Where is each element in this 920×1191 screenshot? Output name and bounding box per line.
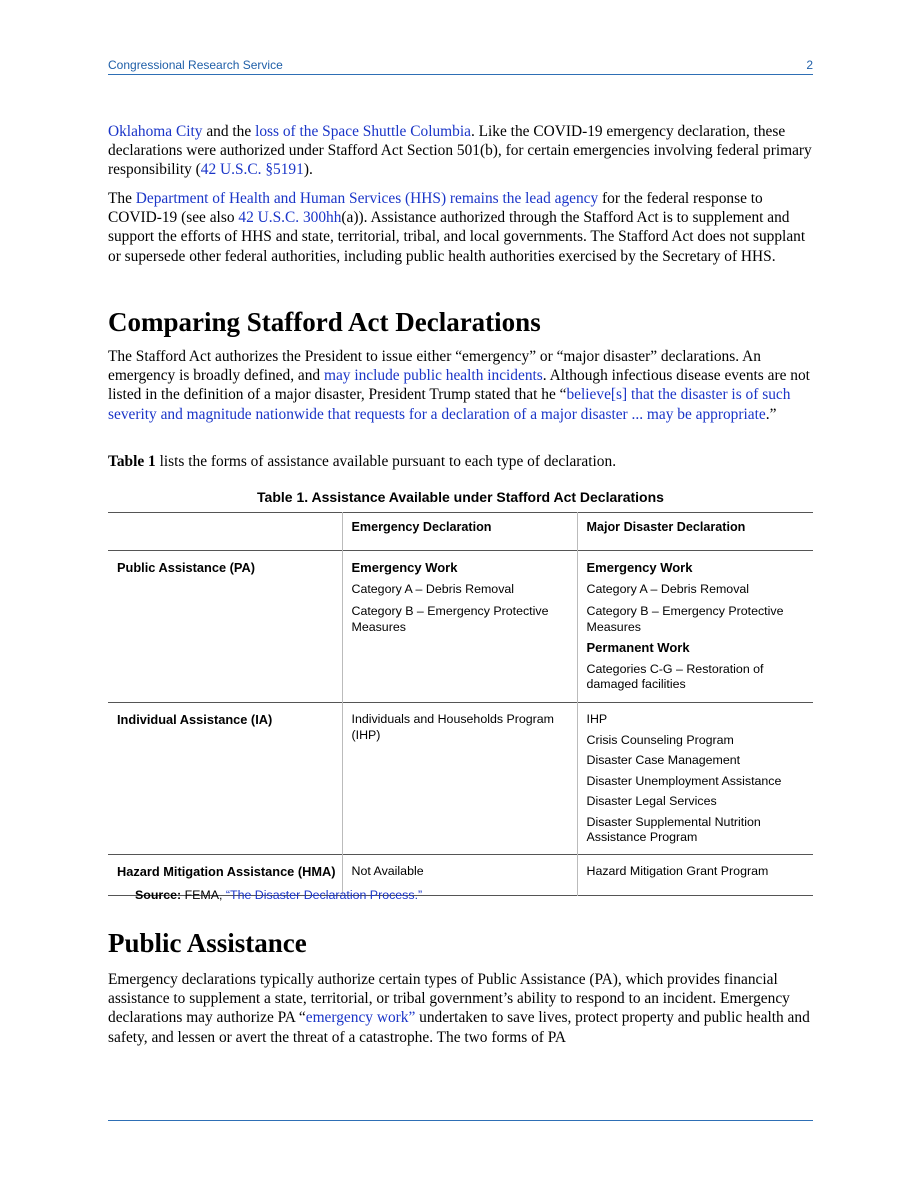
- text: ).: [303, 161, 313, 179]
- paragraph-3: [108, 347, 813, 424]
- cell-major: [577, 854, 813, 895]
- cell-item: IHP: [586, 712, 608, 726]
- cell-item: Individuals and Households Program (IHP): [351, 712, 554, 742]
- table-header-row: [108, 513, 813, 551]
- table-reference: Table 1: [108, 453, 156, 470]
- header-publisher: Congressional Research Service: [108, 58, 283, 72]
- table-header-emergency: Emergency Declaration: [342, 513, 577, 551]
- table-source: [135, 888, 422, 902]
- source-text: FEMA,: [181, 888, 226, 902]
- paragraph-2: [108, 189, 813, 266]
- cell-subheading: Permanent Work: [586, 640, 690, 655]
- text: The Stafford Act authorizes the President to issue either “emergency” or “major disaster” declarations. An emergency is broadly defined, and: [108, 348, 761, 385]
- link-public-health-incidents[interactable]: may include public health incidents: [323, 367, 543, 385]
- text: The: [108, 190, 136, 207]
- link-emergency-work[interactable]: emergency work”: [305, 1009, 416, 1027]
- link-columbia[interactable]: loss of the Space Shuttle Columbia: [255, 123, 471, 140]
- cell-major: [577, 703, 813, 855]
- cell-major: [577, 551, 813, 703]
- cell-emergency: [342, 551, 577, 703]
- footer-rule: [108, 1120, 813, 1121]
- cell-subheading: Emergency Work: [586, 560, 693, 575]
- cell-item: Disaster Case Management: [586, 753, 741, 767]
- cell-item: Crisis Counseling Program: [586, 732, 734, 747]
- table-caption: Table 1. Assistance Available under Stafford Act Declarations: [257, 489, 664, 505]
- cell-item: Category B – Emergency Protective Measures: [351, 604, 549, 634]
- cell-item: Category A – Debris Removal: [351, 581, 515, 596]
- section-heading-public-assistance: Public Assistance: [108, 928, 307, 958]
- text: for the federal response to COVID-19 (see also: [108, 190, 763, 227]
- link-42usc-300hh[interactable]: 42 U.S.C. 300hh: [238, 209, 342, 227]
- text: Emergency declarations typically authorize certain types of Public Assistance (PA), which provides financial assistance to supplement a state, territorial, or tribal government’s ability to respond to an incident. Emergency declarations may authorize PA “: [108, 971, 790, 1027]
- text: . Although infectious disease events are not listed in the definition of a major disaster, President Trump stated that he “: [108, 367, 810, 404]
- table-header-blank: [108, 513, 342, 551]
- link-hhs-lead-agency[interactable]: Department of Health and Human Services (HHS) remains the lead agency: [135, 190, 599, 207]
- cell-item: Category A – Debris Removal: [586, 581, 750, 596]
- cell-item: Category B – Emergency Protective Measures: [586, 604, 784, 634]
- running-header: [108, 58, 813, 75]
- source-label: Source:: [135, 888, 182, 902]
- cell-item: Disaster Supplemental Nutrition Assistance Program: [586, 814, 761, 844]
- paragraph-5: [108, 970, 813, 1047]
- section-heading-comparing: Comparing Stafford Act Declarations: [108, 307, 541, 337]
- cell-item: Disaster Legal Services: [586, 794, 717, 808]
- cell-item: Disaster Unemployment Assistance: [586, 773, 782, 788]
- link-oklahoma-city[interactable]: Oklahoma City: [108, 123, 203, 140]
- paragraph-4: [108, 452, 813, 471]
- link-fema-process[interactable]: “The Disaster Declaration Process.”: [225, 888, 423, 902]
- table-row-public-assistance: [108, 551, 813, 703]
- text: .”: [765, 405, 777, 423]
- text: lists the forms of assistance available pursuant to each type of declaration.: [155, 453, 617, 470]
- row-label: Individual Assistance (IA): [117, 712, 273, 727]
- paragraph-1: [108, 122, 813, 180]
- link-trump-statement[interactable]: believe[s] that the disaster is of such severity and magnitude nationwide that requests for a declaration of a major disaster ... may be appropriate: [108, 386, 791, 423]
- page-number: 2: [806, 58, 813, 72]
- link-42usc-5191[interactable]: 42 U.S.C. §5191: [200, 161, 304, 179]
- cell-item: Categories C-G – Restoration of damaged facilities: [586, 661, 764, 691]
- cell-item: Not Available: [351, 863, 424, 878]
- row-label: Public Assistance (PA): [117, 560, 255, 575]
- assistance-table: [108, 512, 813, 896]
- cell-item: Hazard Mitigation Grant Program: [586, 863, 769, 878]
- row-label: Hazard Mitigation Assistance (HMA): [117, 863, 336, 879]
- table-header-major: Major Disaster Declaration: [577, 513, 813, 551]
- text: . Like the COVID-19 emergency declaration, these declarations were authorized under Stafford Act Section 501(b), for certain emergencies involving federal primary responsibility (: [108, 123, 812, 179]
- cell-subheading: Emergency Work: [351, 560, 458, 575]
- text: undertaken to save lives, protect property and public health and safety, and lessen or avert the threat of a catastrophe. The two forms of PA: [108, 1009, 810, 1046]
- table-row-individual-assistance: [108, 703, 813, 855]
- text: and the: [202, 123, 256, 140]
- text: (a)). Assistance authorized through the Stafford Act is to supplement and support the efforts of HHS and state, territorial, tribal, and local governments. The Stafford Act does not supplant or supersede other federal authorities, including public health authorities exercised by the Secretary of HHS.: [108, 209, 806, 265]
- cell-emergency: [342, 703, 577, 855]
